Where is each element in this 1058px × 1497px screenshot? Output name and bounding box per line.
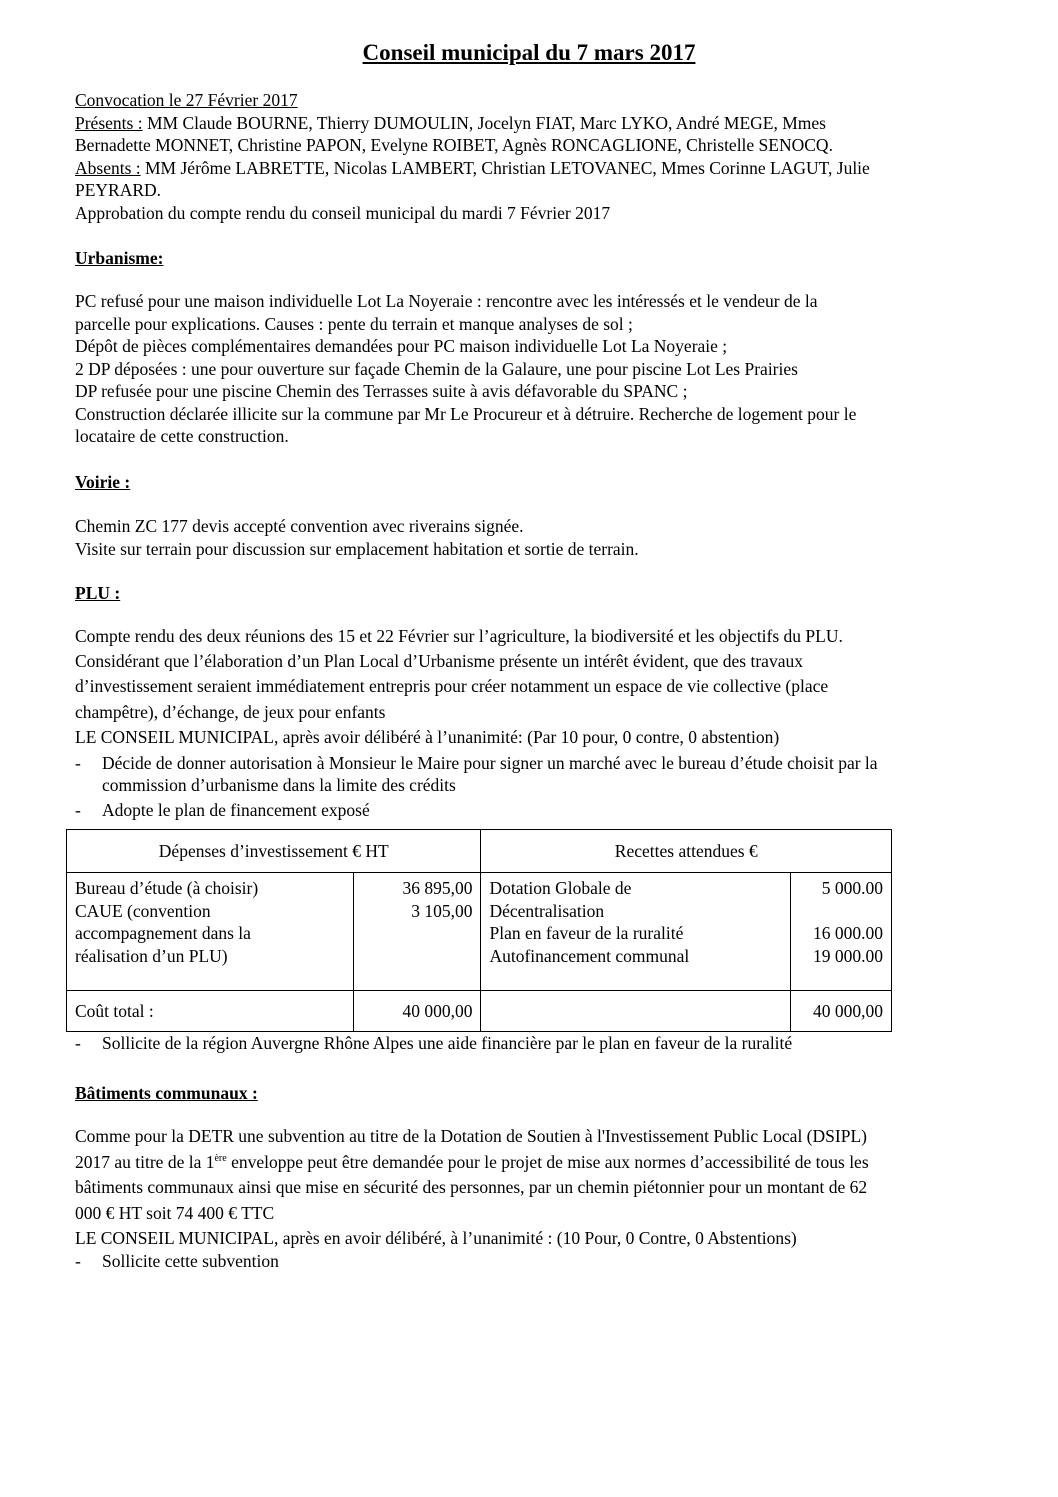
plu-bullet-text: Décide de donner autorisation à Monsieur le Maire pour signer un marché avec le bureau d’étude choisit par la (102, 752, 878, 773)
plu-line: Compte rendu des deux réunions des 15 et 22 Février sur l’agriculture, la biodiversité et les objectifs du PLU. (75, 626, 843, 646)
urbanisme-line: Dépôt de pièces complémentaires demandées pour PC maison individuelle Lot La Noyeraie ; (75, 336, 728, 356)
revenue-label: Dotation Globale de (489, 878, 632, 898)
batiments-bullet-text: Sollicite cette subvention (102, 1250, 279, 1271)
urbanisme-line: DP refusée pour une piscine Chemin des Terrasses suite à avis défavorable du SPANC ; (75, 381, 688, 401)
urbanisme-section (75, 290, 980, 448)
expense-label: réalisation d’un PLU) (75, 945, 228, 966)
batiments-line: bâtiments communaux ainsi que mise en sécurité des personnes, par un chemin piétonnier pour un montant de 62 (75, 1177, 868, 1197)
plu-line: LE CONSEIL MUNICIPAL, après avoir délibéré à l’unanimité: (Par 10 pour, 0 contre, 0 abstention) (75, 727, 780, 747)
presents-text: MM Claude BOURNE, Thierry DUMOULIN, Jocelyn FIAT, Marc LYKO, André MEGE, Mmes (142, 112, 826, 133)
voirie-section (75, 515, 980, 560)
page-title: Conseil municipal du 7 mars 2017 (362, 40, 696, 65)
batiments-line: Comme pour la DETR une subvention au titre de la Dotation de Soutien à l'Investissement Public Local (DSIPL) (75, 1126, 867, 1146)
voirie-heading: Voirie : (75, 472, 131, 492)
expense-value: 36 895,00 (402, 878, 473, 898)
absents-label: Absents : (75, 157, 141, 178)
bullet-dash: - (75, 1033, 81, 1053)
plu-bullet-text: Sollicite de la région Auvergne Rhône Alpes une aide financière par le plan en faveur de la ruralité (102, 1033, 793, 1053)
total-empty-cell (481, 991, 791, 1032)
bullet-dash: - (75, 799, 81, 820)
batiments-heading-wrap (75, 1082, 980, 1105)
revenue-label: Plan en faveur de la ruralité (489, 923, 684, 943)
revenue-value: 16 000.00 (813, 923, 883, 943)
urbanisme-heading: Urbanisme: (75, 248, 164, 268)
bullet-dash: - (75, 752, 81, 773)
plu-heading-wrap (75, 582, 980, 605)
batiments-line: LE CONSEIL MUNICIPAL, après en avoir délibéré, à l’unanimité : (10 Pour, 0 Contre, 0 Abstentions) (75, 1228, 797, 1248)
revenue-label: Autofinancement communal (489, 945, 690, 966)
revenue-value: 19 000.00 (813, 945, 883, 966)
urbanisme-line: 2 DP déposées : une pour ouverture sur façade Chemin de la Galaure, une pour piscine Lot Les Prairies (75, 358, 798, 379)
presents-text-cont: Bernadette MONNET, Christine PAPON, Evelyne ROIBET, Agnès RONCAGLIONE, Christelle SENOCQ. (75, 135, 833, 155)
batiments-line: 2017 au titre de la 1 (75, 1151, 215, 1172)
absents-text-cont: PEYRARD. (75, 180, 162, 200)
urbanisme-line: parcelle pour explications. Causes : pente du terrain et manque analyses de sol ; (75, 313, 633, 334)
plu-line: Considérant que l’élaboration d’un Plan Local d’Urbanisme présente un intérêt évident, que des travaux (75, 650, 803, 671)
batiments-section (75, 1125, 980, 1272)
approbation-text: Approbation du compte rendu du conseil municipal du mardi 7 Février 2017 (75, 202, 611, 223)
voirie-line: Chemin ZC 177 devis accepté convention avec riverains signée. (75, 516, 524, 536)
expense-label: CAUE (convention (75, 900, 211, 921)
total-expense: 40 000,00 (353, 991, 481, 1032)
absents-text: MM Jérôme LABRETTE, Nicolas LAMBERT, Christian LETOVANEC, Mmes Corinne LAGUT, Julie (140, 157, 870, 178)
revenues-header: Recettes attendues € (481, 830, 892, 873)
revenue-label: Décentralisation (489, 900, 605, 921)
presents-label: Présents : (75, 112, 143, 133)
expense-label: accompagnement dans la (75, 923, 251, 943)
urbanisme-line: locataire de cette construction. (75, 426, 289, 446)
batiments-line: 000 € HT soit 74 400 € TTC (75, 1202, 275, 1223)
expense-values-cell (353, 873, 481, 991)
plu-line: d’investissement seraient immédiatement entrepris pour créer notamment un espace de vie collective (place (75, 676, 829, 696)
urbanisme-heading-wrap (75, 247, 980, 270)
revenue-labels-cell (481, 873, 791, 991)
superscript: ère (214, 1152, 227, 1164)
voirie-heading-wrap (75, 471, 980, 494)
plu-section-end (75, 1032, 980, 1055)
batiments-heading: Bâtiments communaux : (75, 1083, 258, 1103)
intro-section (75, 89, 980, 224)
bullet-dash: - (75, 1250, 81, 1271)
plu-bullet (75, 752, 980, 797)
plu-line: champêtre), d’échange, de jeux pour enfants (75, 701, 386, 722)
plu-bullet-text-cont: commission d’urbanisme dans la limite des crédits (102, 775, 456, 795)
revenue-value (799, 900, 883, 923)
plu-section (75, 625, 980, 821)
plu-bullet (75, 1032, 980, 1055)
total-revenue: 40 000,00 (791, 991, 892, 1032)
batiments-line: enveloppe peut être demandée pour le projet de mise aux normes d’accessibilité de tous les (226, 1151, 869, 1172)
table-total-row (67, 991, 892, 1032)
financing-table (66, 829, 892, 1032)
urbanisme-line: PC refusé pour une maison individuelle Lot La Noyeraie : rencontre avec les intéressés et le vendeur de la (75, 291, 818, 311)
batiments-bullet (75, 1250, 980, 1273)
voirie-line: Visite sur terrain pour discussion sur emplacement habitation et sortie de terrain. (75, 538, 639, 559)
plu-heading: PLU : (75, 583, 121, 603)
expense-value: 3 105,00 (411, 900, 473, 921)
plu-bullet-text: Adopte le plan de financement exposé (102, 799, 370, 820)
table-row (67, 873, 892, 991)
table-header-row (67, 830, 892, 873)
expense-labels-cell (67, 873, 354, 991)
revenue-values-cell (791, 873, 892, 991)
total-label: Coût total : (67, 991, 354, 1032)
convocation-text: Convocation le 27 Février 2017 (75, 90, 298, 110)
plu-bullet (75, 799, 980, 822)
expenses-header: Dépenses d’investissement € HT (67, 830, 481, 873)
urbanisme-line: Construction déclarée illicite sur la commune par Mr Le Procureur et à détruire. Recherche de logement pour le (75, 403, 857, 424)
revenue-value: 5 000.00 (821, 878, 883, 898)
expense-label: Bureau d’étude (à choisir) (75, 878, 259, 898)
